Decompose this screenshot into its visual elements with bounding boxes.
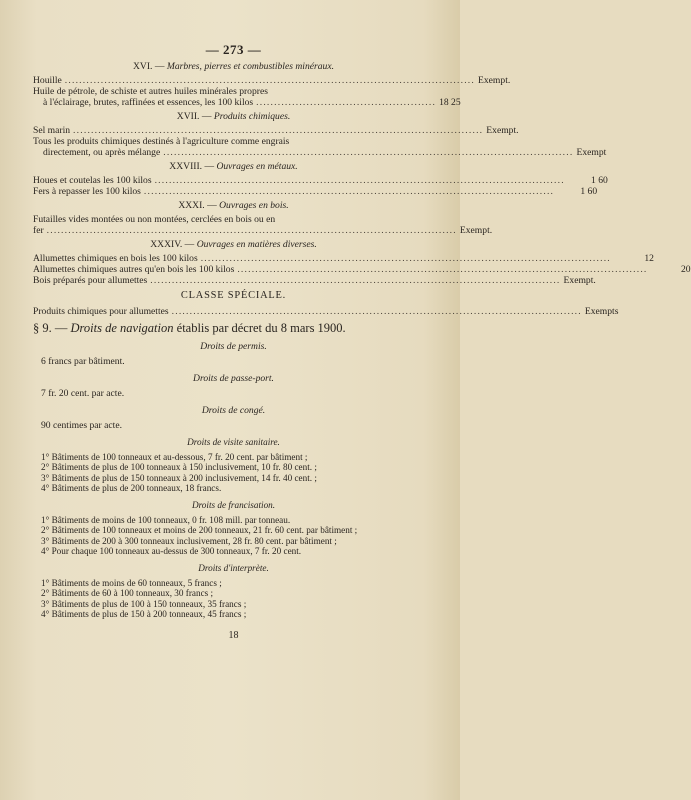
section-title: XVII. — Produits chimiques.: [176, 111, 291, 122]
tariff-row: Tous les produits chimiques destinés à l'agriculture comme engrais: [33, 136, 290, 147]
tariff-row: Huile de pétrole, de schiste et autres huiles minérales propres: [33, 86, 268, 97]
droits-passe-port: [33, 373, 434, 399]
tariff-row: directement, ou après mélange .................................................................................................................. Exempt: [43, 147, 607, 158]
classe-speciale: [33, 290, 619, 317]
text-line: 90 centimes par acte.: [41, 420, 122, 431]
text-line: 1° Bâtiments de 100 tonneaux et au-dessous, 7 fr. 20 cent. par bâtiment ;: [41, 451, 308, 462]
subheading: Droits de permis.: [200, 341, 267, 352]
section-xvi: [33, 61, 511, 108]
page-number: — 273 —: [205, 42, 262, 57]
section-title: XVI. — Marbres, pierres et combustibles minéraux.: [132, 61, 334, 72]
section-xxxiv: [33, 239, 691, 286]
tariff-row: Houes et coutelas les 100 kilos .................................................................................................................. 1 60: [33, 175, 608, 186]
tariff-row: Futailles vides montées ou non montées, cerclées en bois ou en: [33, 214, 276, 225]
tariff-row: à l'éclairage, brutes, raffinées et essences, les 100 kilos .................................................. 18 25: [43, 97, 461, 108]
tariff-row: Fers à repasser les 100 kilos .................................................................................................................. 1 60: [33, 186, 598, 197]
droits-interprete: [33, 563, 434, 620]
text-line: 3° Bâtiments de plus de 100 à 150 tonneaux, 35 francs ;: [41, 598, 247, 609]
tariff-row: Bois préparés pour allumettes .................................................................................................................. Exempt.: [33, 275, 596, 286]
text-line: 4° Bâtiments de plus de 200 tonneaux, 18 francs.: [41, 483, 222, 494]
subheading: Droits de passe-port.: [193, 373, 274, 384]
text-line: 2° Bâtiments de 100 tonneaux et moins de 200 tonneaux, 21 fr. 60 cent. par bâtiment ;: [41, 525, 358, 536]
tariff-row: Allumettes chimiques en bois les 100 kilos .................................................................................................................. 12: [33, 253, 654, 264]
tariff-row: Produits chimiques pour allumettes .................................................................................................................. Exempts: [33, 306, 619, 317]
droits-conge: [33, 405, 434, 431]
text-line: 6 francs par bâtiment.: [41, 356, 125, 367]
section-xxxi: [33, 200, 493, 236]
tariff-row: fer .................................................................................................................. Exempt.: [33, 225, 493, 236]
subheading: Droits de visite sanitaire.: [187, 437, 280, 447]
text-line: 3° Bâtiments de 200 à 300 tonneaux inclusivement, 28 fr. 80 cent. par bâtiment ;: [41, 535, 337, 546]
text-line: 4° Pour chaque 100 tonneaux au-dessus de 300 tonneaux, 7 fr. 20 cent.: [41, 546, 302, 557]
section-title: XXXI. — Ouvrages en bois.: [178, 200, 289, 211]
section-title: XXVIII. — Ouvrages en métaux.: [169, 161, 298, 172]
subheading: Droits de francisation.: [191, 499, 276, 510]
paragraph-heading: § 9. — Droits de navigation établis par décret du 8 mars 1900.: [33, 321, 346, 335]
text-line: 3° Bâtiments de plus de 150 tonneaux à 200 inclusivement, 14 fr. 40 cent. ;: [41, 472, 317, 483]
text-line: 1° Bâtiments de moins de 100 tonneaux, 0 fr. 108 mill. par tonneau.: [41, 514, 291, 525]
subheading: Droits d'interprète.: [198, 562, 269, 573]
droits-visite-sanitaire: [33, 437, 434, 494]
tariff-row: Houille .................................................................................................................. Exempt.: [33, 75, 511, 86]
text-line: 2° Bâtiments de 60 à 100 tonneaux, 30 francs ;: [41, 588, 214, 599]
signature-mark: 18: [228, 629, 239, 641]
text-line: 1° Bâtiments de moins de 60 tonneaux, 5 francs ;: [41, 577, 222, 588]
tariff-row: Allumettes chimiques autres qu'en bois les 100 kilos .................................................................................................................. 20: [33, 264, 691, 275]
text-line: 7 fr. 20 cent. par acte.: [41, 388, 125, 399]
tariff-row: Sel marin .................................................................................................................. Exempt.: [33, 125, 519, 136]
text-line: 2° Bâtiments de plus de 100 tonneaux à 150 inclusivement, 10 fr. 80 cent. ;: [41, 462, 317, 473]
droits-francisation: [33, 500, 434, 557]
text-line: 4° Bâtiments de plus de 150 à 200 tonneaux, 45 francs ;: [41, 609, 247, 620]
droits-permis: [33, 341, 434, 367]
subheading: Droits de congé.: [201, 405, 266, 416]
section-title: CLASSE SPÉCIALE.: [180, 290, 287, 301]
section-xvii: [33, 111, 607, 158]
section-title: XXXIV. — Ouvrages en matières diverses.: [150, 239, 317, 250]
section-xxviii: [33, 161, 608, 197]
